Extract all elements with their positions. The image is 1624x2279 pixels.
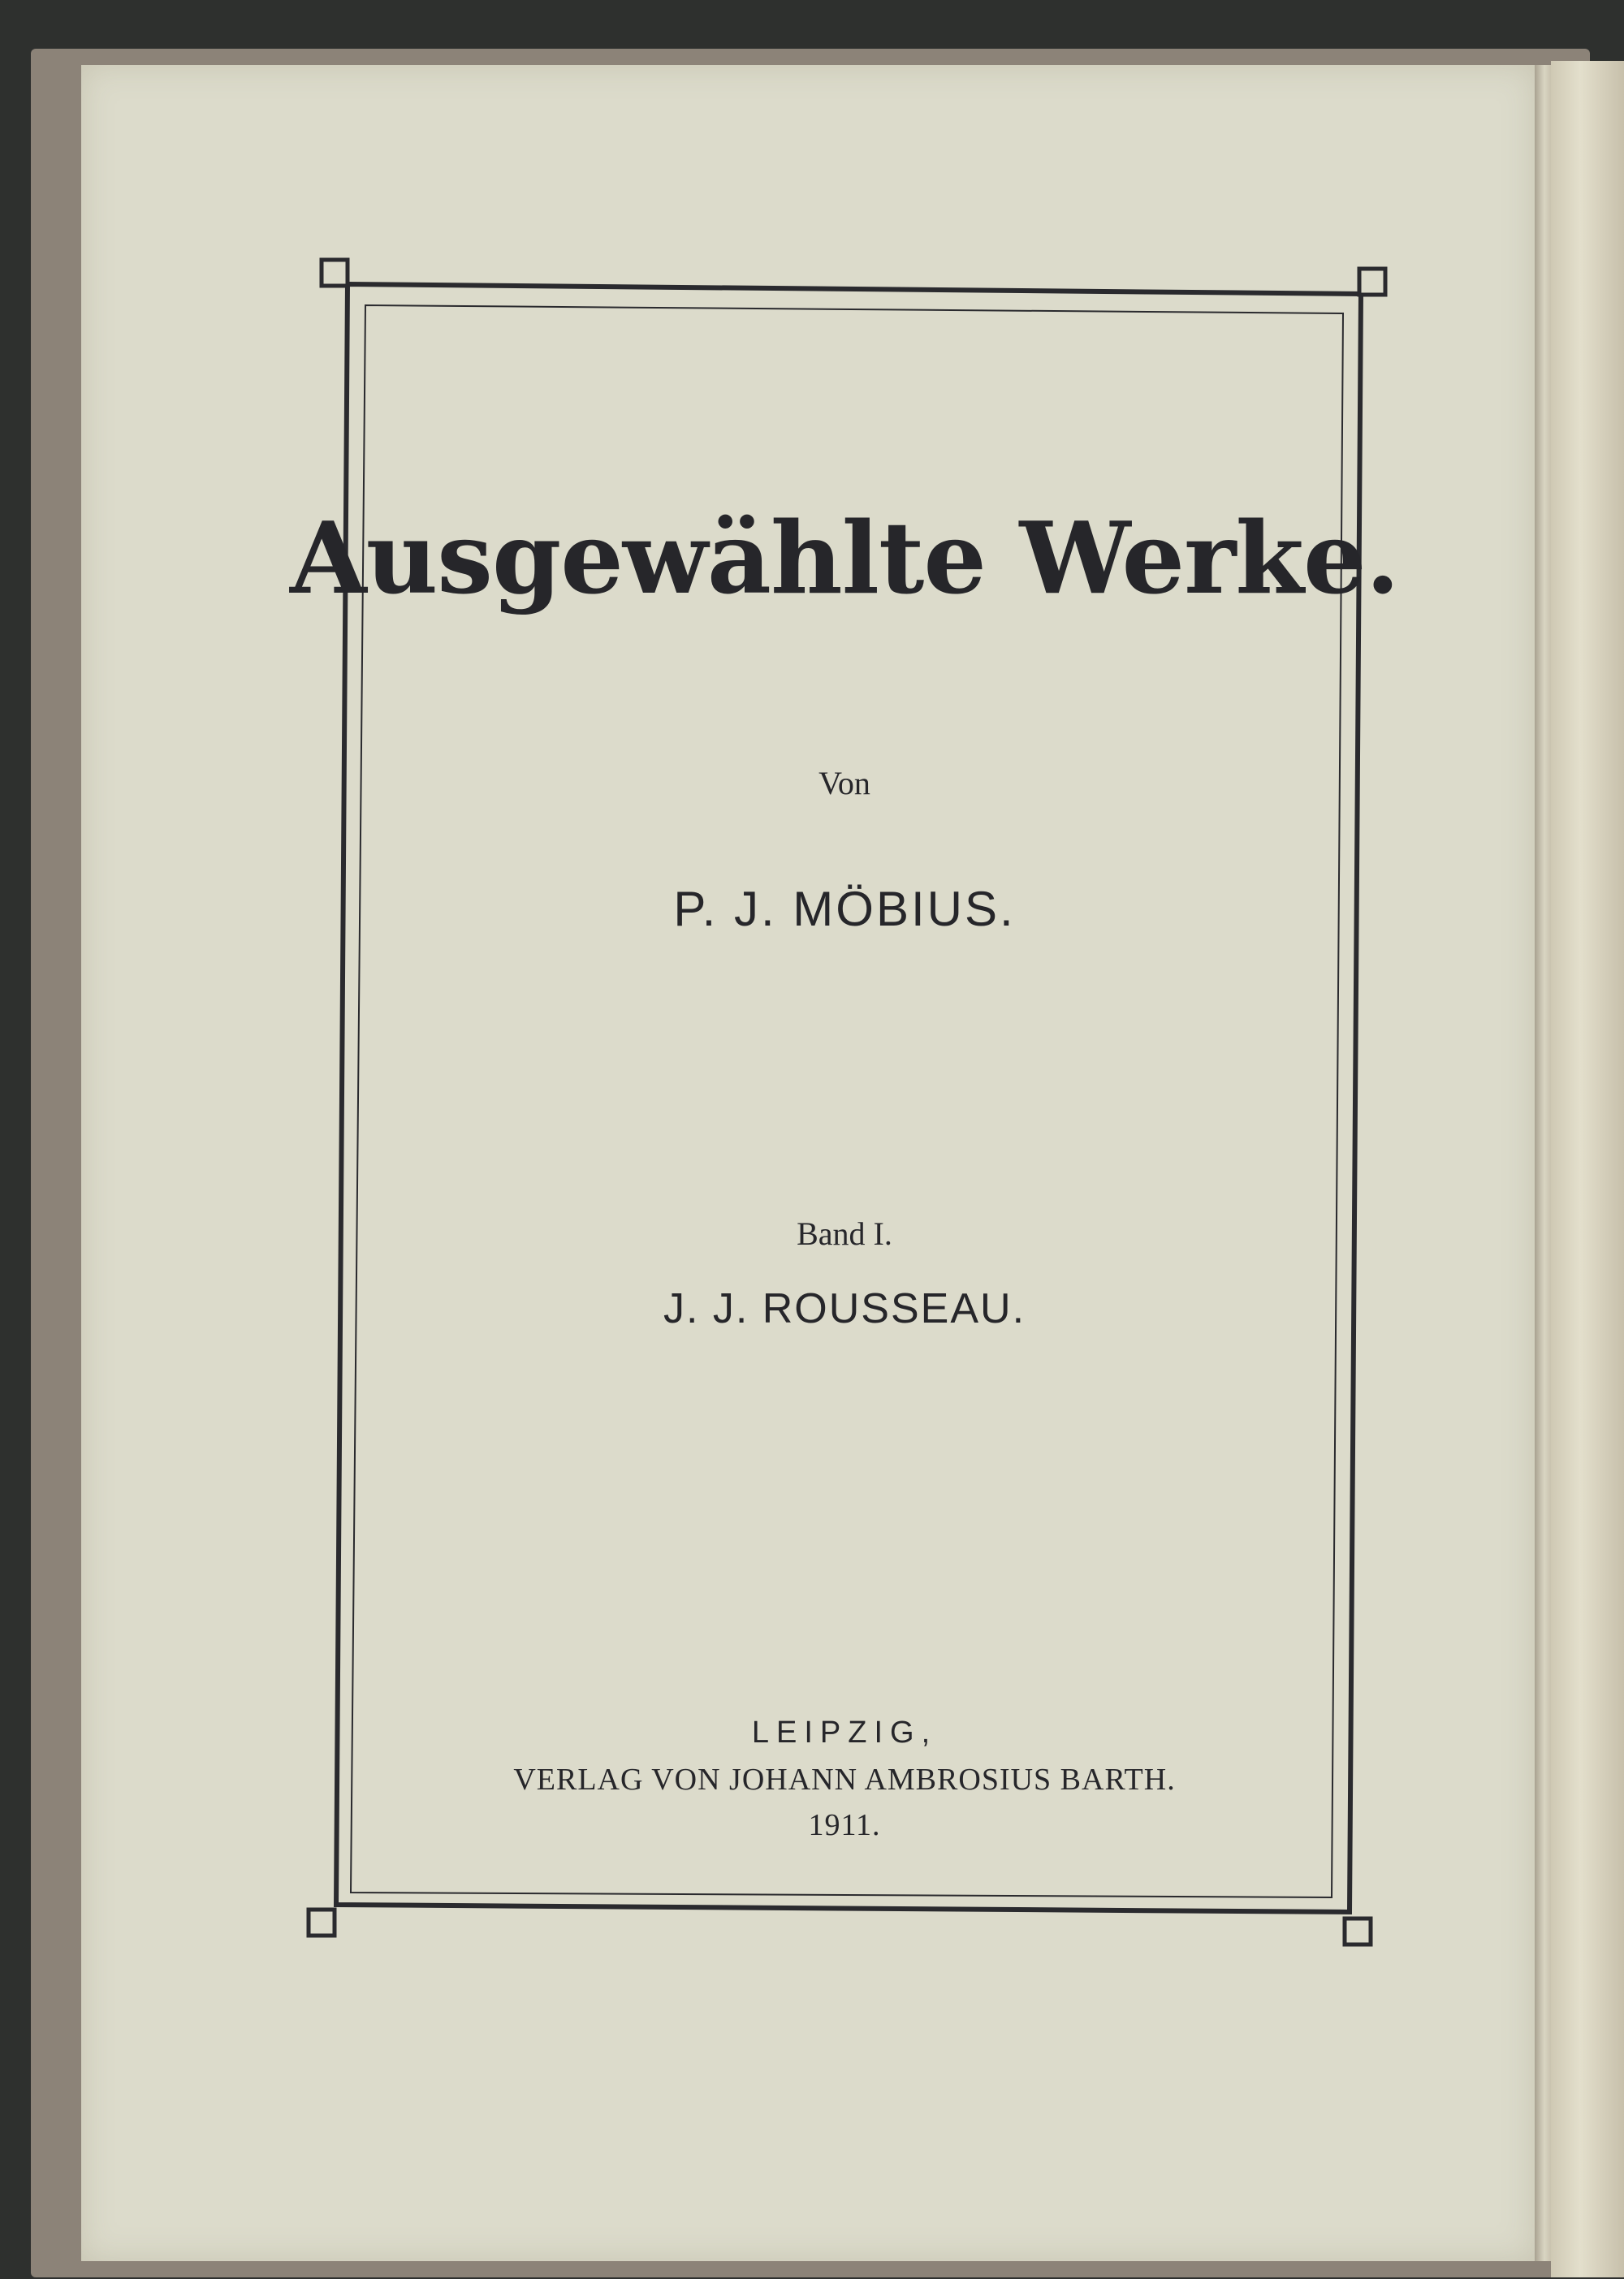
- corner-ornament-top-left: [322, 260, 348, 286]
- imprint-year: 1911.: [808, 1808, 881, 1842]
- volume-label: Band I.: [797, 1215, 892, 1252]
- book-title: Ausgewählte Werke.: [289, 499, 1400, 616]
- corner-ornament-bottom-left: [309, 1910, 335, 1936]
- imprint-publisher: VERLAG VON JOHANN AMBROSIUS BARTH.: [513, 1763, 1176, 1797]
- corner-ornament-top-right: [1359, 269, 1385, 295]
- corner-ornament-bottom-right: [1345, 1919, 1371, 1944]
- imprint-city: LEIPZIG,: [751, 1716, 938, 1750]
- volume-subject: J. J. ROUSSEAU.: [663, 1285, 1026, 1332]
- by-label: Von: [818, 765, 870, 801]
- author-name: P. J. MÖBIUS.: [673, 882, 1016, 936]
